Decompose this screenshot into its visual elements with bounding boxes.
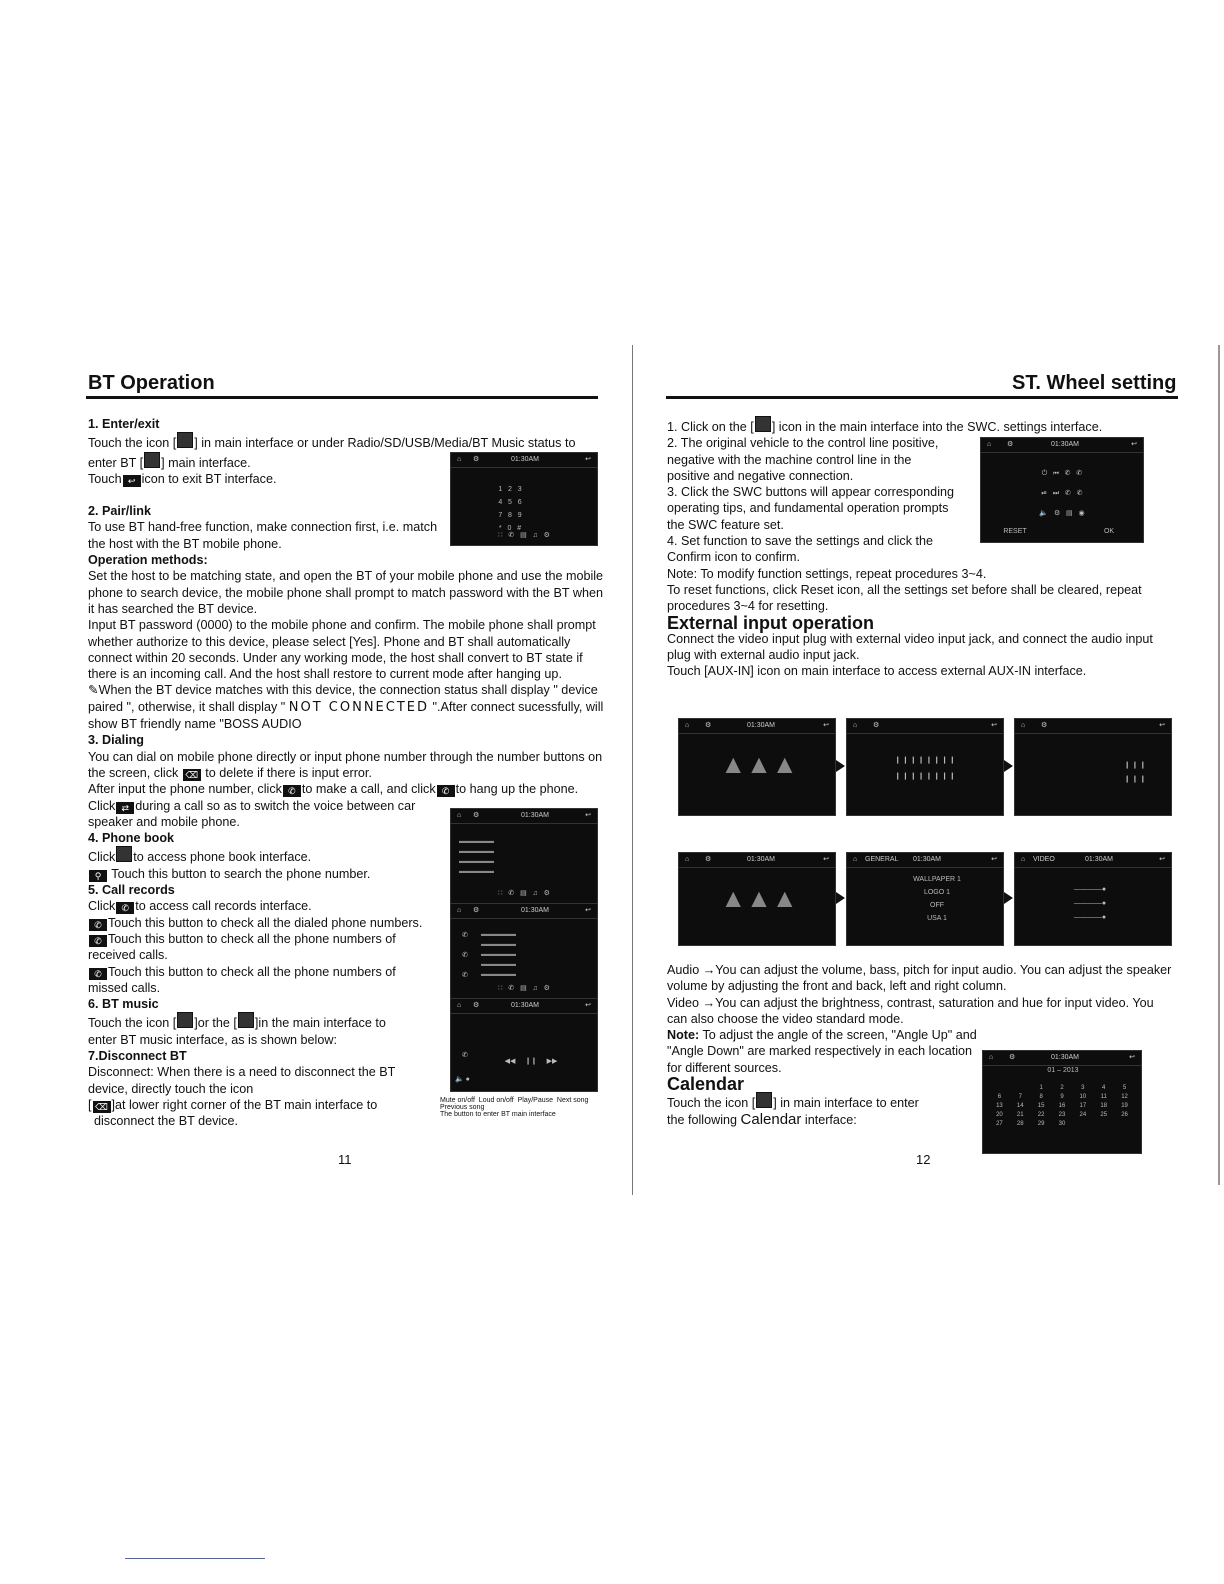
setting-value: OFF	[930, 902, 944, 909]
calendar-empty-cell	[1010, 1085, 1031, 1091]
text: Click	[88, 798, 116, 813]
call-records-icon: ✆	[116, 902, 134, 914]
clock: 01:30AM	[913, 856, 942, 863]
note-label: Note:	[667, 1028, 700, 1043]
calendar-day[interactable]: 14	[1016, 1103, 1024, 1109]
status-bar: ⌂ ⚙ 01:30AM ↩	[983, 1051, 1141, 1066]
calendar-day[interactable]: 29	[1037, 1121, 1045, 1127]
calendar-day[interactable]: 3	[1081, 1085, 1085, 1091]
text: speaker and mobile phone.	[88, 814, 240, 829]
text: ]at lower right corner of the BT main interface to	[111, 1097, 378, 1112]
heading-rule	[666, 396, 1178, 399]
disconnect-icon: ⌫	[93, 1101, 111, 1113]
text: icon to exit BT interface.	[141, 471, 277, 486]
text: disconnect the BT device.	[94, 1114, 238, 1129]
paragraph: 2. The original vehicle to the control line positive, negative with the machine control line in the positive and negative connection.	[667, 436, 939, 483]
calendar-day[interactable]: 10	[1079, 1094, 1087, 1100]
status-bar: ⌂ ⚙ ↩	[1015, 719, 1171, 734]
paragraph: To reset functions, click Reset icon, all the settings set before shall be cleared, repeat procedures 3~4 for resetting.	[667, 582, 1142, 614]
text: When the BT device matches with this device, the connection status shall display " device paired ", otherwise, it shall display "	[88, 683, 598, 714]
swc-icon	[755, 416, 771, 432]
clock: 01:30AM	[747, 722, 776, 729]
text: Click	[88, 899, 116, 914]
text: To use BT hand-free function, make connection first, i.e. match	[88, 520, 438, 535]
text: enter BT [	[88, 455, 144, 470]
subsection-title: Operation methods:	[88, 553, 208, 568]
calendar-day[interactable]: 28	[1016, 1121, 1024, 1127]
text: 1. Click on the [	[667, 420, 754, 434]
text: during a call so as to switch the voice between car	[135, 798, 416, 813]
music-controls: ◀◀ ❙❙ ▶▶	[504, 1058, 558, 1065]
text: ] in main interface to enter	[773, 1096, 919, 1111]
bt-main-screen	[450, 452, 598, 546]
paragraph: 3. Click the SWC buttons will appear corresponding operating tips, and fundamental operation prompts the SWC feature set.	[667, 485, 954, 532]
status-bar: ⌂ ⚙ 01:30AM ↩	[451, 453, 597, 468]
keypad: 1 2 3 4 5 6 7 8 9 * 0 #	[498, 486, 522, 532]
page-number: 11	[338, 1152, 352, 1167]
text: ]in the main interface to	[254, 1016, 386, 1031]
right-page	[636, 0, 1224, 1584]
text: Touch the icon [	[88, 1016, 177, 1031]
calendar-day[interactable]: 4	[1102, 1085, 1106, 1091]
calendar-day[interactable]: 24	[1079, 1112, 1087, 1118]
text: Touch this button to check all the phone numbers of received calls.	[88, 931, 396, 963]
ok-button: OK	[1103, 528, 1115, 535]
bt-icon	[177, 432, 193, 448]
calendar-day[interactable]: 25	[1100, 1112, 1108, 1118]
clock: 01:30AM	[1051, 1054, 1080, 1061]
status-text: NOT CONNECTED	[288, 699, 429, 715]
clock: 01:30AM	[521, 907, 550, 914]
caption-next: Next song	[556, 1097, 589, 1104]
calendar-screen	[982, 1050, 1142, 1154]
text: ".After connect sucessfully, will show BT friendly name "BOSS AUDIO	[88, 699, 604, 732]
section-title: 2. Pair/link	[88, 504, 151, 519]
aux-screen-audio	[846, 718, 1004, 816]
music-icon	[177, 1012, 193, 1028]
text: After input the phone number, click	[88, 782, 282, 797]
calendar-day[interactable]: 23	[1058, 1112, 1066, 1118]
heading-rule	[86, 396, 598, 399]
switch-voice-icon: ⇄	[116, 802, 134, 814]
section-title: External input operation	[667, 612, 875, 633]
calendar-day[interactable]: 7	[1018, 1094, 1022, 1100]
text: ] in main interface or under Radio/SD/USB/Media/BT Music status to	[194, 436, 576, 451]
section-title: 6. BT music	[88, 997, 159, 1012]
video-preview: ▲▲▲	[720, 749, 798, 779]
paragraph: Touch [AUX-IN] icon on main interface to access external AUX-IN interface.	[667, 664, 1087, 679]
phonebook-icon	[116, 846, 132, 862]
status-bar: ⌂ GENERAL 01:30AM ↩	[847, 853, 1003, 868]
eq-sliders: ❙ ❙ ❙ ❙ ❙ ❙ ❙ ❙ ❙ ❙ ❙ ❙ ❙ ❙ ❙ ❙	[894, 757, 956, 780]
calendar-day[interactable]: 19	[1121, 1103, 1128, 1109]
note-icon: ✎	[88, 683, 99, 698]
calendar-day[interactable]: 11	[1100, 1094, 1107, 1100]
clock: 01:30AM	[511, 1002, 540, 1009]
record-list: ▬▬▬▬▬ ▬▬▬▬▬ ▬▬▬▬▬ ▬▬▬▬▬ ▬▬▬▬▬	[481, 931, 516, 978]
paragraph: Audio →You can adjust the volume, bass, pitch for input audio. You can adjust the speaker volume by adjusting the front and back, left and right column.	[667, 963, 1172, 994]
calendar-day[interactable]: 17	[1079, 1103, 1087, 1109]
caption-mute: Mute on/off	[440, 1097, 475, 1104]
music-captions	[440, 1097, 600, 1118]
text: ]or the [	[194, 1016, 237, 1031]
page-number: 12	[916, 1152, 931, 1167]
paragraph: Input BT password (0000) to the mobile phone and confirm. The mobile phone shall prompt whether authorize to this device, please select [Yes]. Phone and BT shall automatically connect within 20 seconds. Under any working mode, the host shall convert to BT state if there is an incoming call. And the host shall restore to current mode after hanging up.	[88, 618, 596, 682]
dialed-calls-icon: ✆	[89, 919, 107, 931]
caption-previous: Previous song	[440, 1104, 485, 1111]
calendar-day[interactable]: 1	[1039, 1085, 1043, 1091]
calendar-day[interactable]: 21	[1016, 1112, 1024, 1118]
status-bar: ⌂ VIDEO 01:30AM ↩	[1015, 853, 1171, 868]
arrow-icon	[1004, 892, 1013, 904]
video-label: VIDEO	[1033, 856, 1055, 863]
calendar-month: 01 – 2013	[1047, 1067, 1079, 1074]
status-bar: ⌂ ⚙ 01:30AM ↩	[451, 809, 597, 824]
text: To adjust the angle of the screen, "Angle Up" and "Angle Down" are marked respectively in each location for different sources.	[667, 1028, 977, 1075]
section-title: 3. Dialing	[88, 733, 144, 748]
bottom-rule	[125, 1558, 265, 1559]
paragraph: Video →You can adjust the brightness, contrast, saturation and hue for input video. You can also choose the video standard mode.	[667, 995, 1154, 1026]
calendar-day[interactable]: 27	[996, 1121, 1003, 1127]
aux-screen-general	[846, 852, 1004, 946]
paragraph: 4. Set function to save the settings and click the Confirm icon to confirm.	[667, 534, 934, 565]
status-bar: ⌂ ⚙ 01:30AM ↩	[679, 719, 835, 734]
text: Touch the icon [	[667, 1096, 756, 1111]
text: the following	[667, 1112, 738, 1127]
caption-play: Play/Pause	[517, 1097, 554, 1104]
section-title: 5. Call records	[88, 883, 175, 898]
text: Touch this button to search the phone number.	[111, 866, 371, 881]
calendar-day[interactable]: 13	[996, 1103, 1003, 1109]
paragraph: Set the host to be matching state, and open the BT of your mobile phone and use the mobile phone to search device, the mobile phone shall prompt to match password with the BT when it has searched the BT device.	[88, 569, 604, 616]
calendar-icon	[756, 1092, 772, 1108]
setting-value: USA 1	[927, 915, 947, 922]
status-bar: ⌂ ⚙ 01:30AM ↩	[451, 904, 597, 919]
calendar-day[interactable]: 8	[1039, 1094, 1043, 1100]
text: to delete if there is input error.	[205, 765, 372, 780]
text: Touch this button to check all the phone numbers of missed calls.	[88, 964, 396, 995]
search-icon: ⚲	[89, 870, 107, 882]
video-sliders: ————● ————● ————●	[1073, 886, 1107, 921]
video-preview: ▲▲▲	[720, 883, 798, 913]
text: to hang up the phone.	[455, 782, 579, 797]
call-records-screen	[450, 903, 598, 999]
setting-value: WALLPAPER 1	[913, 876, 961, 883]
status-bar: ⌂ ⚙ ↩	[847, 719, 1003, 734]
text: enter BT music interface, as is shown below:	[88, 1032, 337, 1047]
text: Calendar	[740, 1110, 802, 1128]
contact-list: ▬▬▬▬▬ ▬▬▬▬▬ ▬▬▬▬▬ ▬▬▬▬▬	[459, 838, 494, 875]
text: Disconnect: When there is a need to disconnect the BT device, directly touch the icon	[88, 1065, 396, 1096]
call-icon: ✆	[283, 785, 301, 797]
balance-controls: ❙ ❙ ❙ ❙ ❙ ❙	[1124, 762, 1146, 783]
aux-screen-video-2	[678, 852, 836, 946]
settings-values	[907, 873, 967, 925]
calendar-grid	[989, 1085, 1135, 1127]
caption-loud: Loud on/off	[478, 1097, 514, 1104]
calendar-day[interactable]: 20	[996, 1112, 1003, 1118]
section-title: 7.Disconnect BT	[88, 1048, 187, 1063]
clock: 01:30AM	[747, 856, 776, 863]
caption-enter-bt: The button to enter BT main interface	[440, 1111, 556, 1118]
swc-screen	[980, 437, 1144, 543]
calendar-day[interactable]: 18	[1100, 1103, 1108, 1109]
paragraph: Connect the video input plug with external video input jack, and connect the audio input plug with external audio input jack.	[667, 631, 1153, 663]
phonebook-screen	[450, 808, 598, 904]
bt-music-screen	[450, 998, 598, 1092]
mute-loud-icons: 🔈 ●	[455, 1076, 470, 1083]
swc-buttons: ⏻ ⏮ ✆ ✆ ⏯ ⏭ ✆ ✆ 🔈 ⚙ ▤ ◉	[1039, 470, 1085, 517]
clock: 01:30AM	[1085, 856, 1114, 863]
calendar-day[interactable]: 2	[1060, 1085, 1064, 1091]
page-title-st-wheel: ST. Wheel setting	[1012, 372, 1177, 394]
text: Touch	[88, 471, 122, 486]
hangup-icon: ✆	[437, 785, 455, 797]
general-label: GENERAL	[865, 856, 899, 863]
calendar-day[interactable]: 12	[1121, 1094, 1128, 1100]
phone-icon: ✆	[462, 1052, 468, 1059]
text: Touch the icon [	[88, 436, 177, 451]
aux-screen-video-1	[678, 718, 836, 816]
phone-icon	[144, 452, 160, 468]
aux-screen-video-settings	[1014, 852, 1172, 946]
text: to access phone book interface.	[133, 850, 312, 865]
clock: 01:30AM	[1051, 441, 1080, 448]
calendar-day[interactable]: 9	[1060, 1094, 1064, 1100]
text: ] main interface.	[161, 455, 251, 470]
missed-calls-icon: ✆	[89, 968, 107, 980]
record-tabs: ✆ ✆ ✆	[462, 932, 468, 979]
text: [	[88, 1097, 92, 1112]
calendar-day[interactable]: 26	[1121, 1112, 1128, 1118]
arrow-icon	[1004, 760, 1013, 772]
received-calls-icon: ✆	[89, 935, 107, 947]
section-title: 1. Enter/exit	[88, 417, 160, 431]
text: Touch this button to check all the dialed phone numbers.	[108, 915, 423, 930]
delete-icon: ⌫	[183, 769, 201, 781]
paragraph: Note: To modify function settings, repeat procedures 3~4.	[667, 566, 987, 581]
text: You can dial on mobile phone directly or input phone number through the number buttons on the screen, click	[88, 749, 603, 780]
back-icon: ↩	[123, 475, 141, 487]
status-bar: ⌂ ⚙ 01:30AM ↩	[679, 853, 835, 868]
arrow-icon	[836, 760, 845, 772]
bt-toolbar: ∷ ✆ ▤ ♫ ⚙	[498, 985, 550, 992]
text: ] icon in the main interface into the SWC. settings interface.	[771, 420, 1103, 434]
page-divider	[632, 345, 633, 1195]
status-bar: ⌂ ⚙ 01:30AM ↩	[451, 999, 597, 1014]
calendar-day[interactable]: 22	[1037, 1112, 1045, 1118]
arrow-icon	[836, 892, 845, 904]
text: Click	[88, 850, 116, 865]
aux-screen-balance	[1014, 718, 1172, 816]
section-title: 4. Phone book	[88, 831, 175, 846]
text: to make a call, and click	[301, 782, 436, 797]
bt-toolbar: ∷ ✆ ▤ ♫ ⚙	[498, 532, 550, 539]
status-bar: ⌂ ⚙ 01:30AM ↩	[981, 438, 1143, 453]
calendar-empty-cell	[989, 1085, 1010, 1091]
clock: 01:30AM	[521, 812, 550, 819]
calendar-day[interactable]: 30	[1058, 1121, 1066, 1127]
page-title-bt-operation: BT Operation	[88, 372, 215, 394]
bt-music-icon	[238, 1012, 254, 1028]
text: the host with the BT mobile phone.	[88, 536, 282, 551]
section-title: Calendar	[667, 1074, 745, 1095]
text: interface:	[804, 1112, 857, 1127]
calendar-day[interactable]: 5	[1122, 1085, 1127, 1091]
calendar-day[interactable]: 16	[1058, 1103, 1066, 1109]
calendar-day[interactable]: 6	[997, 1094, 1002, 1100]
text: to access call records interface.	[135, 899, 312, 914]
calendar-day[interactable]: 15	[1037, 1103, 1045, 1109]
reset-button: RESET	[1003, 528, 1027, 535]
bt-toolbar: ∷ ✆ ▤ ♫ ⚙	[498, 890, 550, 897]
setting-value: LOGO 1	[923, 889, 951, 896]
clock: 01:30AM	[511, 456, 540, 463]
